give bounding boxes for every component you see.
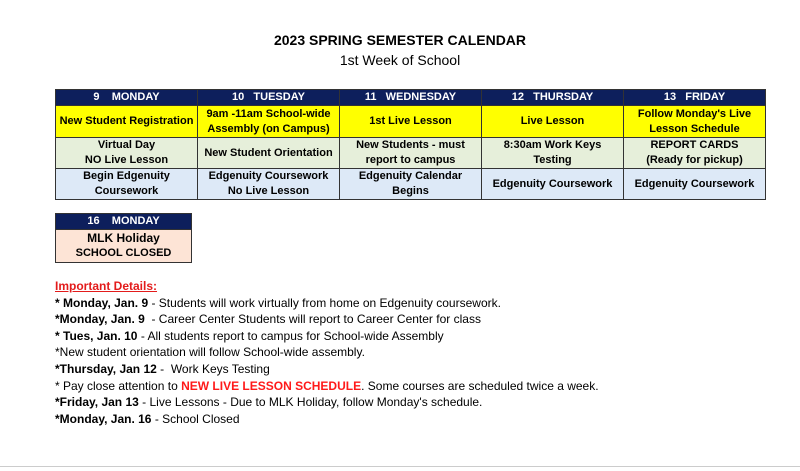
cell-line: Virtual Day — [97, 139, 156, 151]
cell-line: No Live Lesson — [227, 185, 310, 197]
cell-line: (Ready for pickup) — [646, 154, 743, 166]
page-subtitle: 1st Week of School — [339, 52, 461, 68]
detail-item: *Monday, Jan. 9 - Career Center Students will report to Career Center for class — [55, 312, 481, 327]
cell: Edgenuity Calendar Begins — [340, 169, 482, 200]
cell — [624, 138, 766, 169]
cell: Edgenuity Coursework — [624, 169, 766, 200]
cell: Live Lesson — [482, 106, 624, 138]
page-title: 2023 SPRING SEMESTER CALENDAR — [273, 32, 527, 48]
day-header: 12 THURSDAY — [482, 90, 624, 106]
cell-line: MLK Holiday — [87, 231, 160, 245]
cell-line: SCHOOL CLOSED — [75, 247, 172, 259]
detail-item: *Monday, Jan. 16 - School Closed — [55, 411, 240, 426]
cell: Begin Edgenuity Coursework — [56, 169, 198, 200]
detail-item: *New student orientation will follow School-wide assembly. — [55, 345, 365, 360]
detail-item: *Thursday, Jan 12 - Work Keys Testing — [55, 361, 270, 376]
holiday-table — [55, 213, 192, 263]
table-row — [56, 138, 766, 169]
cell — [56, 138, 198, 169]
cell-line: NO Live Lesson — [84, 154, 169, 166]
detail-item: * Monday, Jan. 9 - Students will work virtually from home on Edgenuity coursework. — [55, 295, 501, 310]
cell-line: Edgenuity Coursework — [208, 170, 329, 182]
table-row — [56, 106, 766, 138]
detail-item: * Tues, Jan. 10 - All students report to campus for School-wide Assembly — [55, 328, 444, 343]
cell: 1st Live Lesson — [340, 106, 482, 138]
week-calendar-table — [55, 89, 766, 200]
cell: New Student Registration — [56, 106, 198, 138]
cell: New Students - must report to campus — [340, 138, 482, 169]
day-header: 11 WEDNESDAY — [340, 90, 482, 106]
details-heading: Important Details: — [55, 279, 158, 293]
cell-line: REPORT CARDS — [650, 139, 739, 151]
table-row — [56, 230, 192, 263]
table-row — [56, 169, 766, 200]
detail-item: *Friday, Jan 13 - Live Lessons - Due to MLK Holiday, follow Monday's schedule. — [55, 395, 483, 410]
page-divider — [0, 466, 800, 467]
cell: Follow Monday's Live Lesson Schedule — [624, 106, 766, 138]
cell: New Student Orientation — [198, 138, 340, 169]
cell: 9am -11am School-wide Assembly (on Campus) — [198, 106, 340, 138]
day-header: 13 FRIDAY — [624, 90, 766, 106]
cell — [198, 169, 340, 200]
cell: Edgenuity Coursework — [482, 169, 624, 200]
important-details — [55, 278, 599, 427]
cell: 8:30am Work Keys Testing — [482, 138, 624, 169]
cell — [56, 230, 192, 263]
day-header: 10 TUESDAY — [198, 90, 340, 106]
day-header: 16 MONDAY — [56, 214, 192, 230]
detail-item: * Pay close attention to NEW LIVE LESSON SCHEDULE. Some courses are scheduled twice a week. — [55, 378, 599, 393]
day-header: 9 MONDAY — [56, 90, 198, 106]
